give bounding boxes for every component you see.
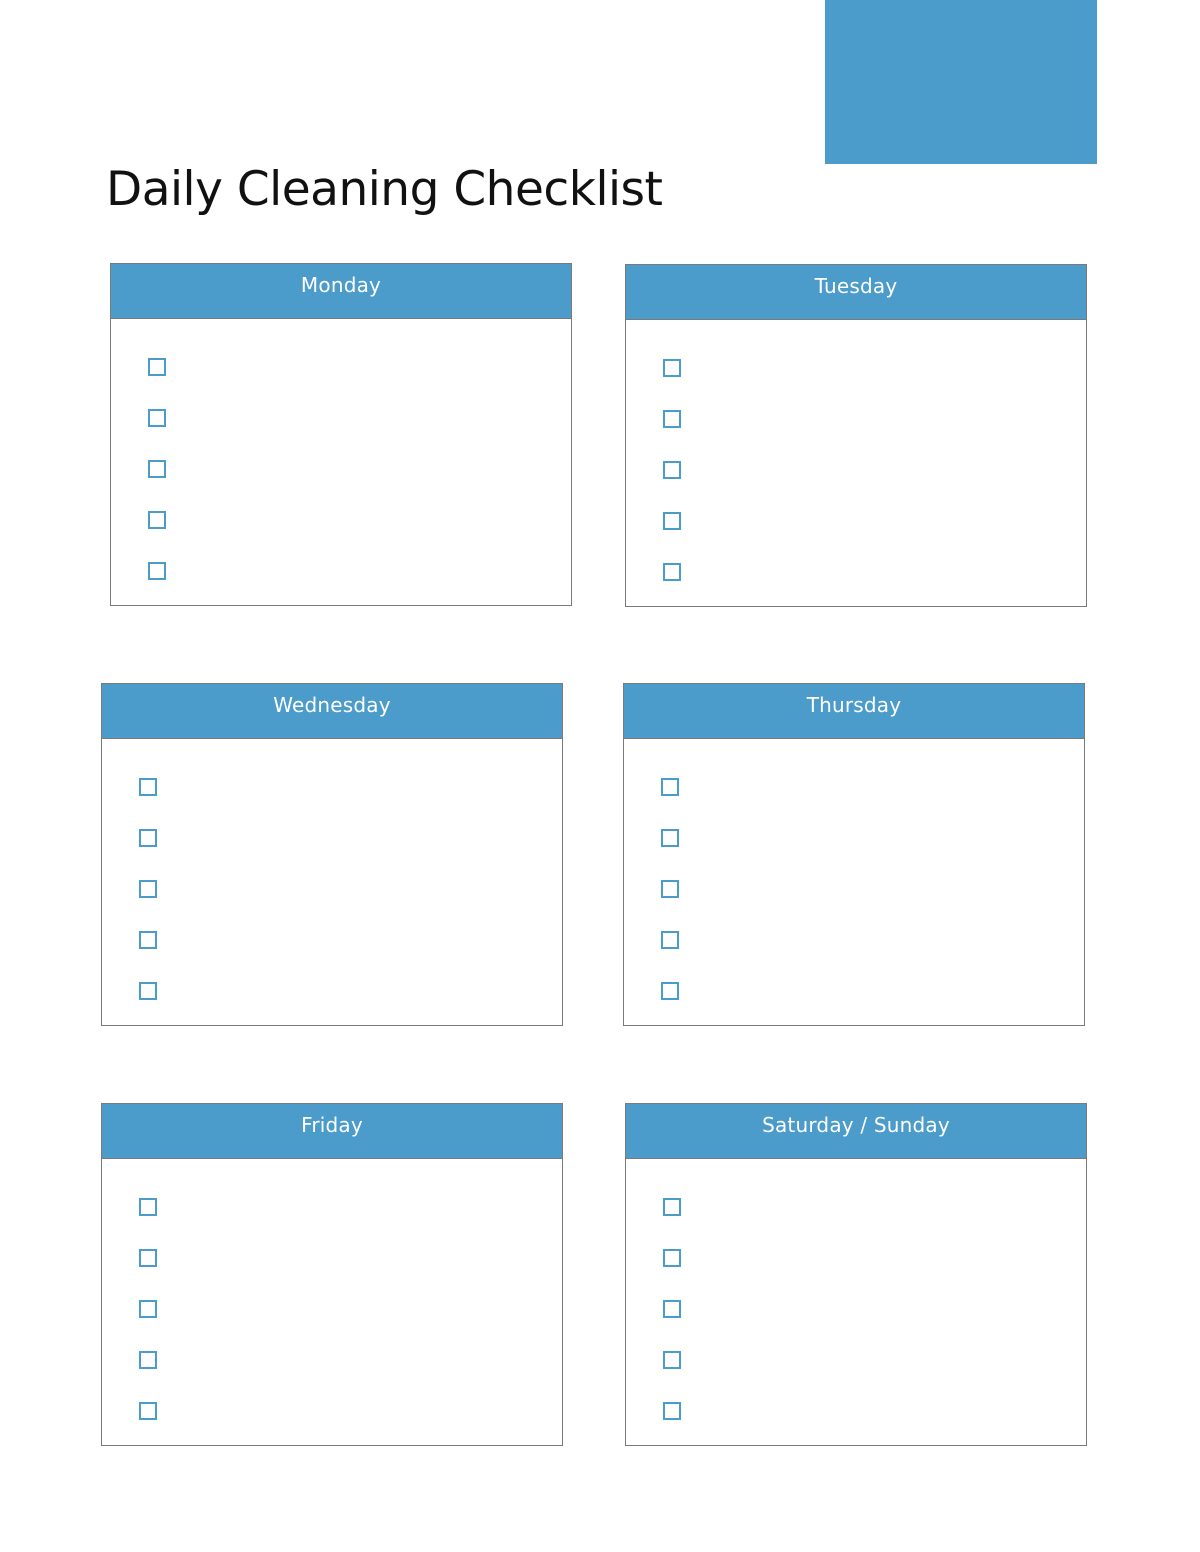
day-card-wednesday (101, 683, 563, 1026)
task-item (624, 930, 1084, 981)
checkbox[interactable] (139, 880, 157, 898)
task-item (624, 981, 1084, 1032)
page-title: Daily Cleaning Checklist (106, 162, 663, 217)
checkbox[interactable] (139, 778, 157, 796)
task-list (102, 777, 562, 1032)
task-text[interactable] (181, 357, 541, 375)
checkbox[interactable] (139, 982, 157, 1000)
checkbox[interactable] (139, 1198, 157, 1216)
task-item (626, 1197, 1086, 1248)
checkbox[interactable] (148, 562, 166, 580)
task-item (102, 1248, 562, 1299)
task-item (626, 1350, 1086, 1401)
checkbox[interactable] (139, 829, 157, 847)
task-text[interactable] (172, 1401, 532, 1419)
checkbox[interactable] (663, 1249, 681, 1267)
task-item (111, 510, 571, 561)
task-text[interactable] (696, 1299, 1056, 1317)
task-text[interactable] (696, 562, 1056, 580)
task-text[interactable] (172, 777, 532, 795)
task-item (102, 828, 562, 879)
task-text[interactable] (172, 1350, 532, 1368)
task-list (111, 357, 571, 612)
task-text[interactable] (694, 777, 1054, 795)
day-card-weekend (625, 1103, 1087, 1446)
task-text[interactable] (181, 510, 541, 528)
task-text[interactable] (694, 981, 1054, 999)
checkbox[interactable] (148, 358, 166, 376)
task-text[interactable] (172, 1248, 532, 1266)
checkbox[interactable] (148, 511, 166, 529)
task-text[interactable] (696, 1197, 1056, 1215)
task-item (102, 1299, 562, 1350)
checkbox[interactable] (663, 1402, 681, 1420)
task-item (626, 460, 1086, 511)
checkbox[interactable] (661, 982, 679, 1000)
task-text[interactable] (696, 409, 1056, 427)
checkbox[interactable] (148, 460, 166, 478)
task-item (626, 1248, 1086, 1299)
checkbox[interactable] (139, 1402, 157, 1420)
checkbox[interactable] (139, 1351, 157, 1369)
task-text[interactable] (696, 511, 1056, 529)
task-text[interactable] (172, 1197, 532, 1215)
checkbox[interactable] (661, 829, 679, 847)
day-label: Tuesday (814, 274, 898, 298)
checkbox[interactable] (139, 1300, 157, 1318)
task-text[interactable] (172, 1299, 532, 1317)
day-label: Wednesday (273, 693, 391, 717)
task-text[interactable] (694, 879, 1054, 897)
checkbox[interactable] (663, 1300, 681, 1318)
day-card-tuesday (625, 264, 1087, 607)
accent-block (825, 0, 1097, 164)
task-item (111, 357, 571, 408)
task-item (624, 879, 1084, 930)
task-text[interactable] (172, 981, 532, 999)
task-item (626, 409, 1086, 460)
task-item (111, 408, 571, 459)
day-label: Thursday (806, 693, 902, 717)
day-header (624, 684, 1084, 739)
day-header (111, 264, 571, 319)
task-item (624, 828, 1084, 879)
checkbox[interactable] (663, 563, 681, 581)
checkbox[interactable] (663, 359, 681, 377)
task-text[interactable] (694, 930, 1054, 948)
task-text[interactable] (696, 358, 1056, 376)
day-card-monday (110, 263, 572, 606)
checkbox[interactable] (663, 461, 681, 479)
day-label: Saturday / Sunday (762, 1113, 950, 1137)
task-item (102, 777, 562, 828)
task-text[interactable] (181, 459, 541, 477)
task-list (102, 1197, 562, 1452)
task-text[interactable] (172, 930, 532, 948)
day-label: Monday (300, 273, 382, 297)
day-header (626, 265, 1086, 320)
task-item (626, 1299, 1086, 1350)
task-item (102, 1350, 562, 1401)
checkbox[interactable] (663, 1351, 681, 1369)
task-text[interactable] (694, 828, 1054, 846)
task-item (102, 879, 562, 930)
task-item (111, 561, 571, 612)
task-item (111, 459, 571, 510)
task-list (624, 777, 1084, 1032)
checkbox[interactable] (663, 410, 681, 428)
task-item (626, 511, 1086, 562)
checkbox[interactable] (148, 409, 166, 427)
task-item (624, 777, 1084, 828)
task-item (626, 562, 1086, 613)
task-list (626, 1197, 1086, 1452)
task-text[interactable] (696, 1350, 1056, 1368)
day-header (102, 684, 562, 739)
task-item (102, 1197, 562, 1248)
task-item (102, 930, 562, 981)
task-item (626, 1401, 1086, 1452)
checkbox[interactable] (661, 778, 679, 796)
checkbox[interactable] (139, 1249, 157, 1267)
checkbox[interactable] (139, 931, 157, 949)
day-card-friday (101, 1103, 563, 1446)
task-text[interactable] (696, 1248, 1056, 1266)
task-item (626, 358, 1086, 409)
task-text[interactable] (181, 408, 541, 426)
task-text[interactable] (181, 561, 541, 579)
task-text[interactable] (696, 1401, 1056, 1419)
checkbox[interactable] (661, 880, 679, 898)
task-text[interactable] (172, 879, 532, 897)
task-list (626, 358, 1086, 613)
day-card-thursday (623, 683, 1085, 1026)
day-label: Friday (301, 1113, 363, 1137)
day-header (102, 1104, 562, 1159)
day-header (626, 1104, 1086, 1159)
task-item (102, 1401, 562, 1452)
task-text[interactable] (696, 460, 1056, 478)
task-text[interactable] (172, 828, 532, 846)
checkbox[interactable] (663, 1198, 681, 1216)
task-item (102, 981, 562, 1032)
checkbox[interactable] (663, 512, 681, 530)
checkbox[interactable] (661, 931, 679, 949)
